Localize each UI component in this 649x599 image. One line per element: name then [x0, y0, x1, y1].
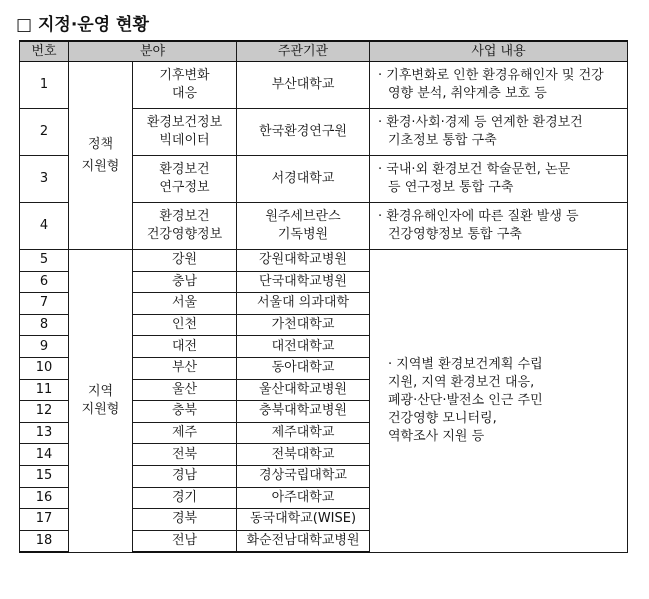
- row-number: 2: [20, 109, 69, 156]
- table-row: [20, 250, 628, 272]
- description-line: · 기후변화로 인한 환경유해인자 및 건강: [378, 68, 604, 83]
- section-title: □ 지정·운영 현황: [16, 15, 149, 35]
- description-cell: [370, 109, 628, 156]
- description-cell: [370, 62, 628, 109]
- description-line: 역학조사 지원 등: [388, 428, 485, 444]
- row-number: 3: [20, 156, 69, 203]
- header-description: 사업 내용: [370, 41, 628, 62]
- region-cell: 전남: [133, 530, 237, 552]
- header-field: 분야: [69, 41, 237, 62]
- region-cell: 전북: [133, 444, 237, 466]
- group-label: 지역: [87, 383, 114, 399]
- regional-group-cell: [69, 250, 133, 553]
- description-line: 영향 분석, 취약계층 보호 등: [388, 86, 547, 101]
- header-organization: 주관기관: [237, 41, 370, 62]
- region-cell: 충남: [133, 271, 237, 293]
- group-label: 지원형: [81, 401, 120, 417]
- org-line: 서경대학교: [271, 171, 335, 186]
- row-number: 17: [20, 509, 69, 531]
- region-cell: 부산: [133, 357, 237, 379]
- row-number: 13: [20, 422, 69, 444]
- group-label: 지원형: [81, 158, 120, 174]
- org-cell: 아주대학교: [237, 487, 370, 509]
- org-line: 기독병원: [277, 227, 329, 242]
- org-cell: 화순전남대학교병원: [237, 530, 370, 552]
- field-line: 환경보건정보: [146, 115, 223, 130]
- org-cell: 서울대 의과대학: [237, 293, 370, 315]
- row-number: 5: [20, 250, 69, 272]
- description-line: · 환경유해인자에 따른 질환 발생 등: [378, 209, 579, 224]
- region-cell: 충북: [133, 401, 237, 423]
- org-cell: 동아대학교: [237, 357, 370, 379]
- region-cell: 대전: [133, 336, 237, 358]
- description-line: · 국내·외 환경보건 학술문헌, 논문: [378, 162, 571, 177]
- org-cell: 전북대학교: [237, 444, 370, 466]
- org-cell: [237, 156, 370, 203]
- org-cell: 가천대학교: [237, 314, 370, 336]
- row-number: 15: [20, 465, 69, 487]
- description-line: 건강영향정보 통합 구축: [388, 227, 522, 242]
- row-number: 16: [20, 487, 69, 509]
- region-cell: 경북: [133, 509, 237, 531]
- org-cell: 대전대학교: [237, 336, 370, 358]
- row-number: 12: [20, 401, 69, 423]
- region-cell: 서울: [133, 293, 237, 315]
- description-line: · 지역별 환경보건계획 수립: [388, 356, 543, 372]
- org-cell: [237, 62, 370, 109]
- org-cell: [237, 203, 370, 250]
- row-number: 9: [20, 336, 69, 358]
- field-line: 환경보건: [159, 162, 210, 177]
- row-number: 11: [20, 379, 69, 401]
- org-line: 원주세브란스: [265, 209, 341, 224]
- field-cell: [133, 109, 237, 156]
- description-line: 건강영향 모니터링,: [388, 410, 497, 426]
- description-line: 폐광·산단·발전소 인근 주민: [388, 392, 543, 408]
- description-line: 등 연구정보 통합 구축: [388, 180, 514, 195]
- description-line: 지원, 지역 환경보건 대응,: [388, 374, 535, 390]
- region-cell: 울산: [133, 379, 237, 401]
- region-cell: 인천: [133, 314, 237, 336]
- org-cell: 단국대학교병원: [237, 271, 370, 293]
- region-cell: 강원: [133, 250, 237, 272]
- row-number: 1: [20, 62, 69, 109]
- row-number: 8: [20, 314, 69, 336]
- field-cell: [133, 62, 237, 109]
- org-cell: [237, 109, 370, 156]
- org-cell: 제주대학교: [237, 422, 370, 444]
- org-line: 부산대학교: [271, 77, 335, 92]
- row-number: 4: [20, 203, 69, 250]
- row-number: 18: [20, 530, 69, 552]
- field-line: 건강영향정보: [146, 227, 223, 242]
- table-row: [20, 62, 628, 109]
- regional-description-cell: [370, 250, 628, 553]
- description-cell: [370, 203, 628, 250]
- field-line: 빅데이터: [159, 133, 210, 148]
- policy-group-cell: [69, 62, 133, 250]
- field-line: 기후변화: [159, 68, 210, 83]
- designation-table: [19, 40, 628, 553]
- field-cell: [133, 203, 237, 250]
- org-cell: 울산대학교병원: [237, 379, 370, 401]
- description-cell: [370, 156, 628, 203]
- org-cell: 동국대학교(WISE): [237, 509, 370, 531]
- region-cell: 제주: [133, 422, 237, 444]
- description-line: · 환경·사회·경제 등 연계한 환경보건: [378, 115, 583, 130]
- field-cell: [133, 156, 237, 203]
- row-number: 10: [20, 357, 69, 379]
- org-cell: 경상국립대학교: [237, 465, 370, 487]
- org-cell: 충북대학교병원: [237, 401, 370, 423]
- group-label: 정책: [87, 136, 114, 152]
- region-cell: 경남: [133, 465, 237, 487]
- header-number: 번호: [20, 41, 69, 62]
- header-row: [20, 41, 628, 62]
- field-line: 대응: [171, 86, 198, 101]
- org-cell: 강원대학교병원: [237, 250, 370, 272]
- org-line: 한국환경연구원: [259, 124, 347, 139]
- row-number: 14: [20, 444, 69, 466]
- field-line: 연구정보: [159, 180, 210, 195]
- field-line: 환경보건: [159, 209, 210, 224]
- row-number: 7: [20, 293, 69, 315]
- description-line: 기초정보 통합 구축: [388, 133, 497, 148]
- region-cell: 경기: [133, 487, 237, 509]
- row-number: 6: [20, 271, 69, 293]
